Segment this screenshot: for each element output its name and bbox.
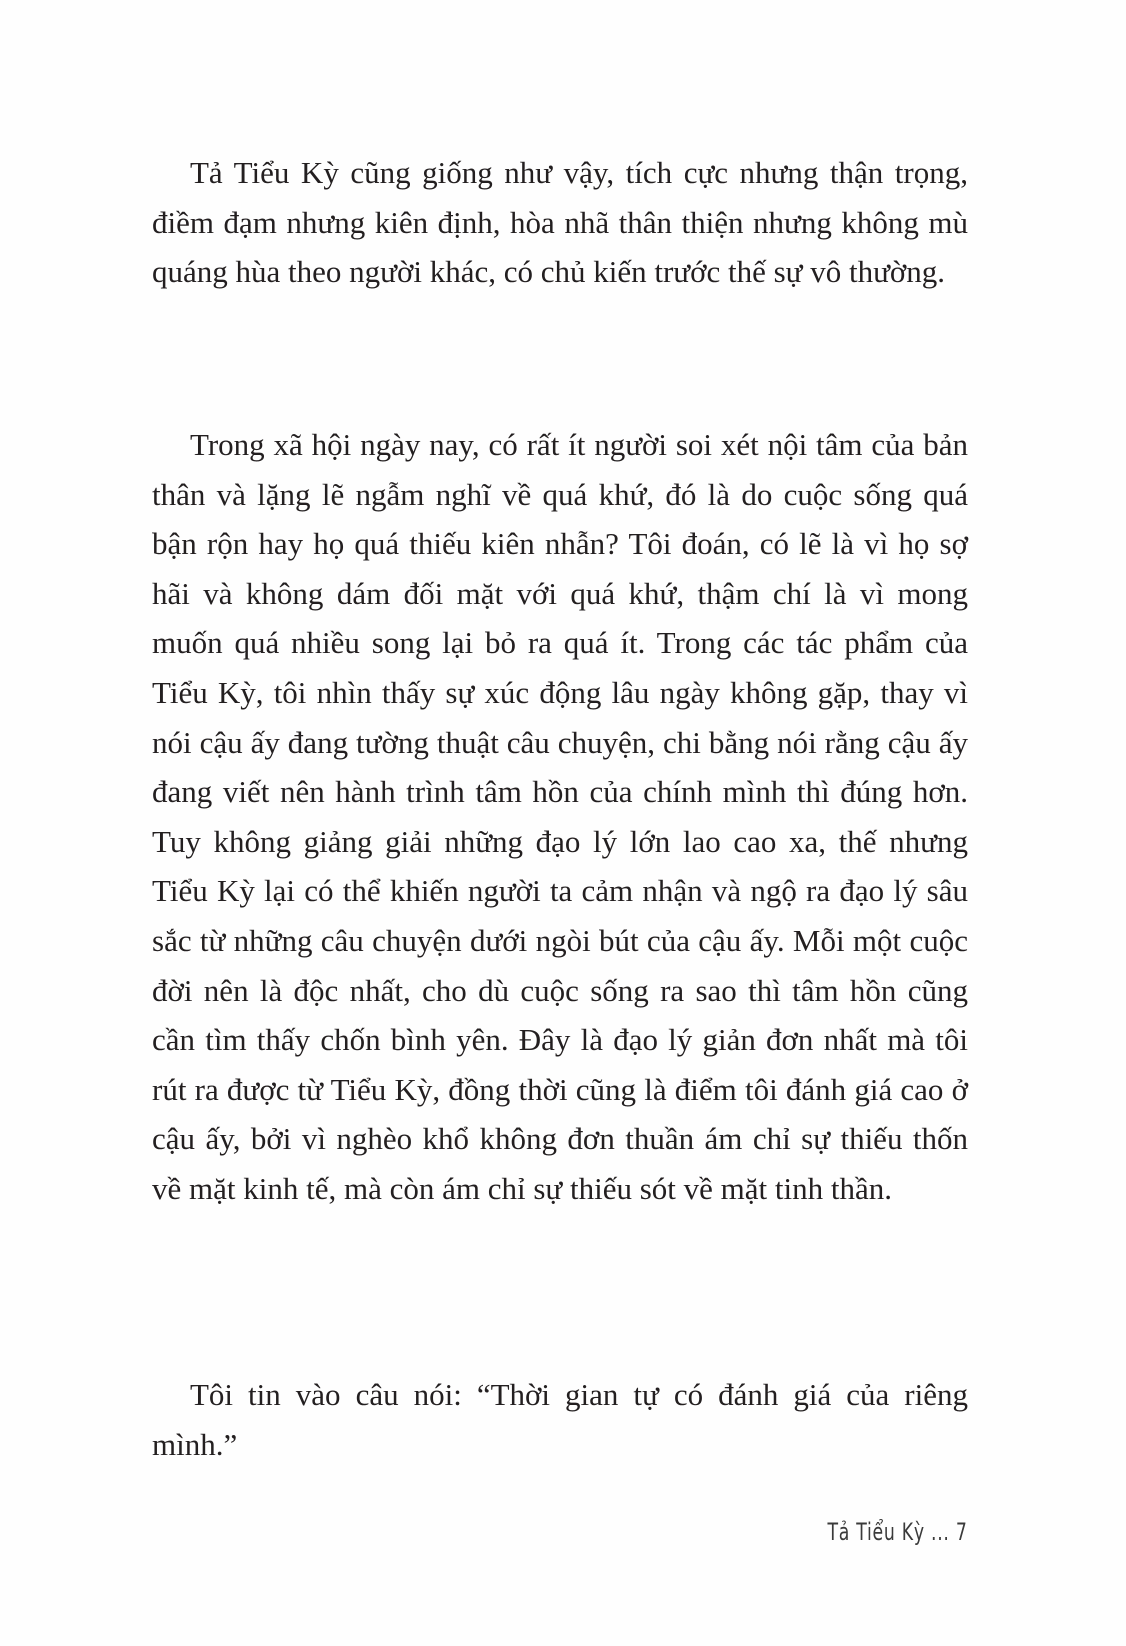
paragraph-1: Tả Tiểu Kỳ cũng giống như vậy, tích cực nhưng thận trọng, điềm đạm nhưng kiên định, hòa nhã thân thiện nhưng không mù quáng hùa theo người khác, có chủ kiến trước thế sự vô thường.	[152, 155, 968, 290]
paragraph-2: Trong xã hội ngày nay, có rất ít người soi xét nội tâm của bản thân và lặng lẽ ngẫm nghĩ về quá khứ, đó là do cuộc sống quá bận rộn hay họ quá thiếu kiên nhẫn? Tôi đoán, có lẽ là vì họ sợ hãi và không dám đối mặt với quá khứ, thậm chí là vì mong muốn quá nhiều song lại bỏ ra quá ít. Trong các tác phẩm của Tiểu Kỳ, tôi nhìn thấy sự xúc động lâu ngày không gặp, thay vì nói cậu ấy đang tường thuật câu chuyện, chi bằng nói rằng cậu ấy đang viết nên hành trình tâm hồn của chính mình thì đúng hơn. Tuy không giảng giải những đạo lý lớn lao cao xa, thế nhưng Tiểu Kỳ lại có thể khiến người ta cảm nhận và ngộ ra đạo lý sâu sắc từ những câu chuyện dưới ngòi bút của cậu ấy. Mỗi một cuộc đời nên là độc nhất, cho dù cuộc sống ra sao thì tâm hồn cũng cần tìm thấy chốn bình yên. Đây là đạo lý giản đơn nhất mà tôi rút ra được từ Tiểu Kỳ, đồng thời cũng là điểm tôi đánh giá cao ở cậu ấy, bởi vì nghèo khổ không đơn thuần ám chỉ sự thiếu thốn về mặt kinh tế, mà còn ám chỉ sự thiếu sót về mặt tinh thần.	[152, 427, 968, 1206]
page-number: 7	[956, 1518, 968, 1546]
paragraph-3: Tôi tin vào câu nói: “Thời gian tự có đánh giá của riêng mình.”	[152, 1377, 968, 1462]
page-footer	[828, 1518, 968, 1546]
running-title: Tả Tiểu Kỳ	[827, 1518, 926, 1546]
footer-separator: ...	[931, 1518, 951, 1546]
